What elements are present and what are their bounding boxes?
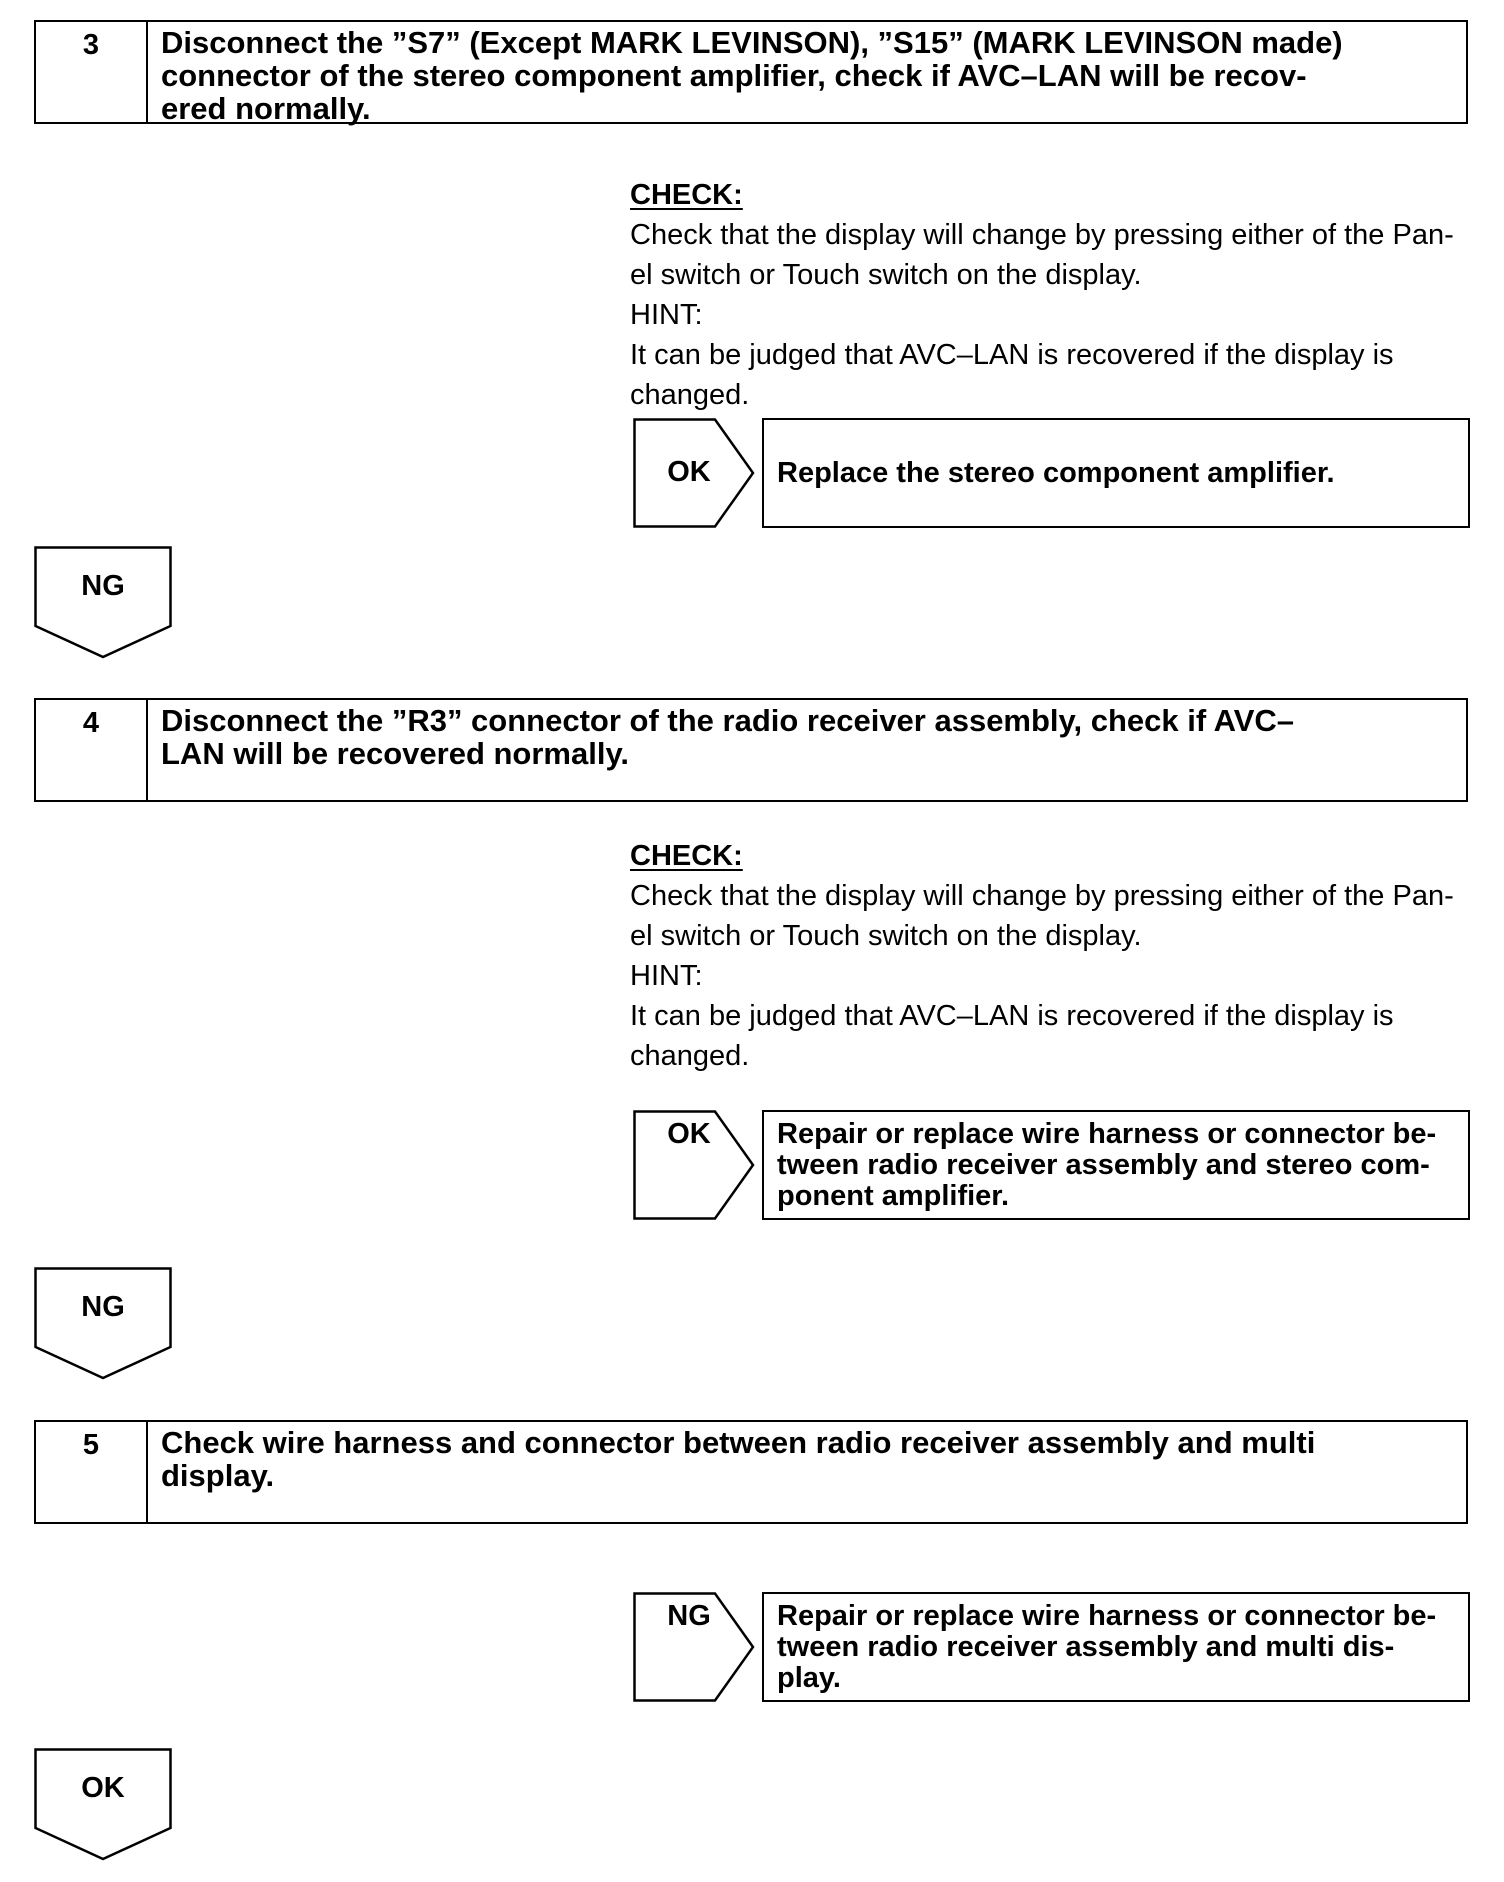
step-title-line: ered normally. bbox=[161, 91, 371, 126]
down-arrow-tag-icon bbox=[34, 1748, 172, 1862]
step-5-ng-result bbox=[762, 1592, 1470, 1702]
check-heading: CHECK: bbox=[630, 179, 743, 211]
step-3-ok-arrow bbox=[633, 418, 758, 528]
step-title-line: connector of the stereo component amplifier, check if AVC–LAN will be recov- bbox=[161, 58, 1307, 93]
continue-label: NG bbox=[81, 1291, 125, 1323]
check-heading: CHECK: bbox=[630, 840, 743, 872]
step-3-check bbox=[630, 175, 1470, 415]
check-line: el switch or Touch switch on the display. bbox=[630, 920, 1142, 952]
check-line: Check that the display will change by pressing either of the Pan- bbox=[630, 880, 1454, 912]
step-3-header bbox=[34, 20, 1468, 124]
step-5-header bbox=[34, 1420, 1468, 1524]
step-3-ok-result bbox=[762, 418, 1470, 528]
hint-heading: HINT: bbox=[630, 299, 703, 331]
check-line: el switch or Touch switch on the display. bbox=[630, 259, 1142, 291]
check-line: Check that the display will change by pressing either of the Pan- bbox=[630, 219, 1454, 251]
step-number: 4 bbox=[36, 700, 148, 800]
step-title-line: Check wire harness and connector between radio receiver assembly and multi bbox=[161, 1425, 1316, 1460]
step-3-ng-arrow bbox=[34, 546, 172, 660]
step-title-line: display. bbox=[161, 1458, 275, 1493]
step-number: 3 bbox=[36, 22, 148, 122]
hint-line: changed. bbox=[630, 379, 750, 411]
branch-result-line: Repair or replace wire harness or connector be- bbox=[777, 1600, 1437, 1632]
step-title-line: Disconnect the ”S7” (Except MARK LEVINSON), ”S15” (MARK LEVINSON made) bbox=[161, 25, 1343, 60]
continue-label: OK bbox=[81, 1772, 125, 1804]
branch-result-line: tween radio receiver assembly and stereo com- bbox=[777, 1149, 1430, 1181]
step-4-ok-result bbox=[762, 1110, 1470, 1220]
branch-label: OK bbox=[667, 1118, 711, 1150]
step-title bbox=[148, 22, 1466, 126]
hint-line: It can be judged that AVC–LAN is recovered if the display is bbox=[630, 1000, 1394, 1032]
step-4-header bbox=[34, 698, 1468, 802]
branch-result-line: ponent amplifier. bbox=[777, 1180, 1010, 1212]
step-5-ng-arrow bbox=[633, 1592, 758, 1702]
branch-result-line: tween radio receiver assembly and multi dis- bbox=[777, 1631, 1395, 1663]
step-title bbox=[148, 1422, 1466, 1522]
branch-result-text: Replace the stereo component amplifier. bbox=[777, 456, 1335, 489]
step-title bbox=[148, 700, 1466, 800]
hint-heading: HINT: bbox=[630, 960, 703, 992]
down-arrow-tag-icon bbox=[34, 546, 172, 660]
hint-line: changed. bbox=[630, 1040, 750, 1072]
step-title-line: Disconnect the ”R3” connector of the radio receiver assembly, check if AVC– bbox=[161, 703, 1295, 738]
step-number: 5 bbox=[36, 1422, 148, 1522]
hint-line: It can be judged that AVC–LAN is recovered if the display is bbox=[630, 339, 1394, 371]
step-4-ng-arrow bbox=[34, 1267, 172, 1381]
continue-label: NG bbox=[81, 570, 125, 602]
step-title-line: LAN will be recovered normally. bbox=[161, 736, 630, 771]
down-arrow-tag-icon bbox=[34, 1267, 172, 1381]
branch-result-line: play. bbox=[777, 1662, 841, 1694]
step-5-ok-arrow bbox=[34, 1748, 172, 1862]
step-4-ok-arrow bbox=[633, 1110, 758, 1220]
branch-result-line: Repair or replace wire harness or connector be- bbox=[777, 1118, 1437, 1150]
step-4-check bbox=[630, 836, 1470, 1076]
branch-label: OK bbox=[667, 456, 711, 488]
branch-label: NG bbox=[667, 1600, 711, 1632]
